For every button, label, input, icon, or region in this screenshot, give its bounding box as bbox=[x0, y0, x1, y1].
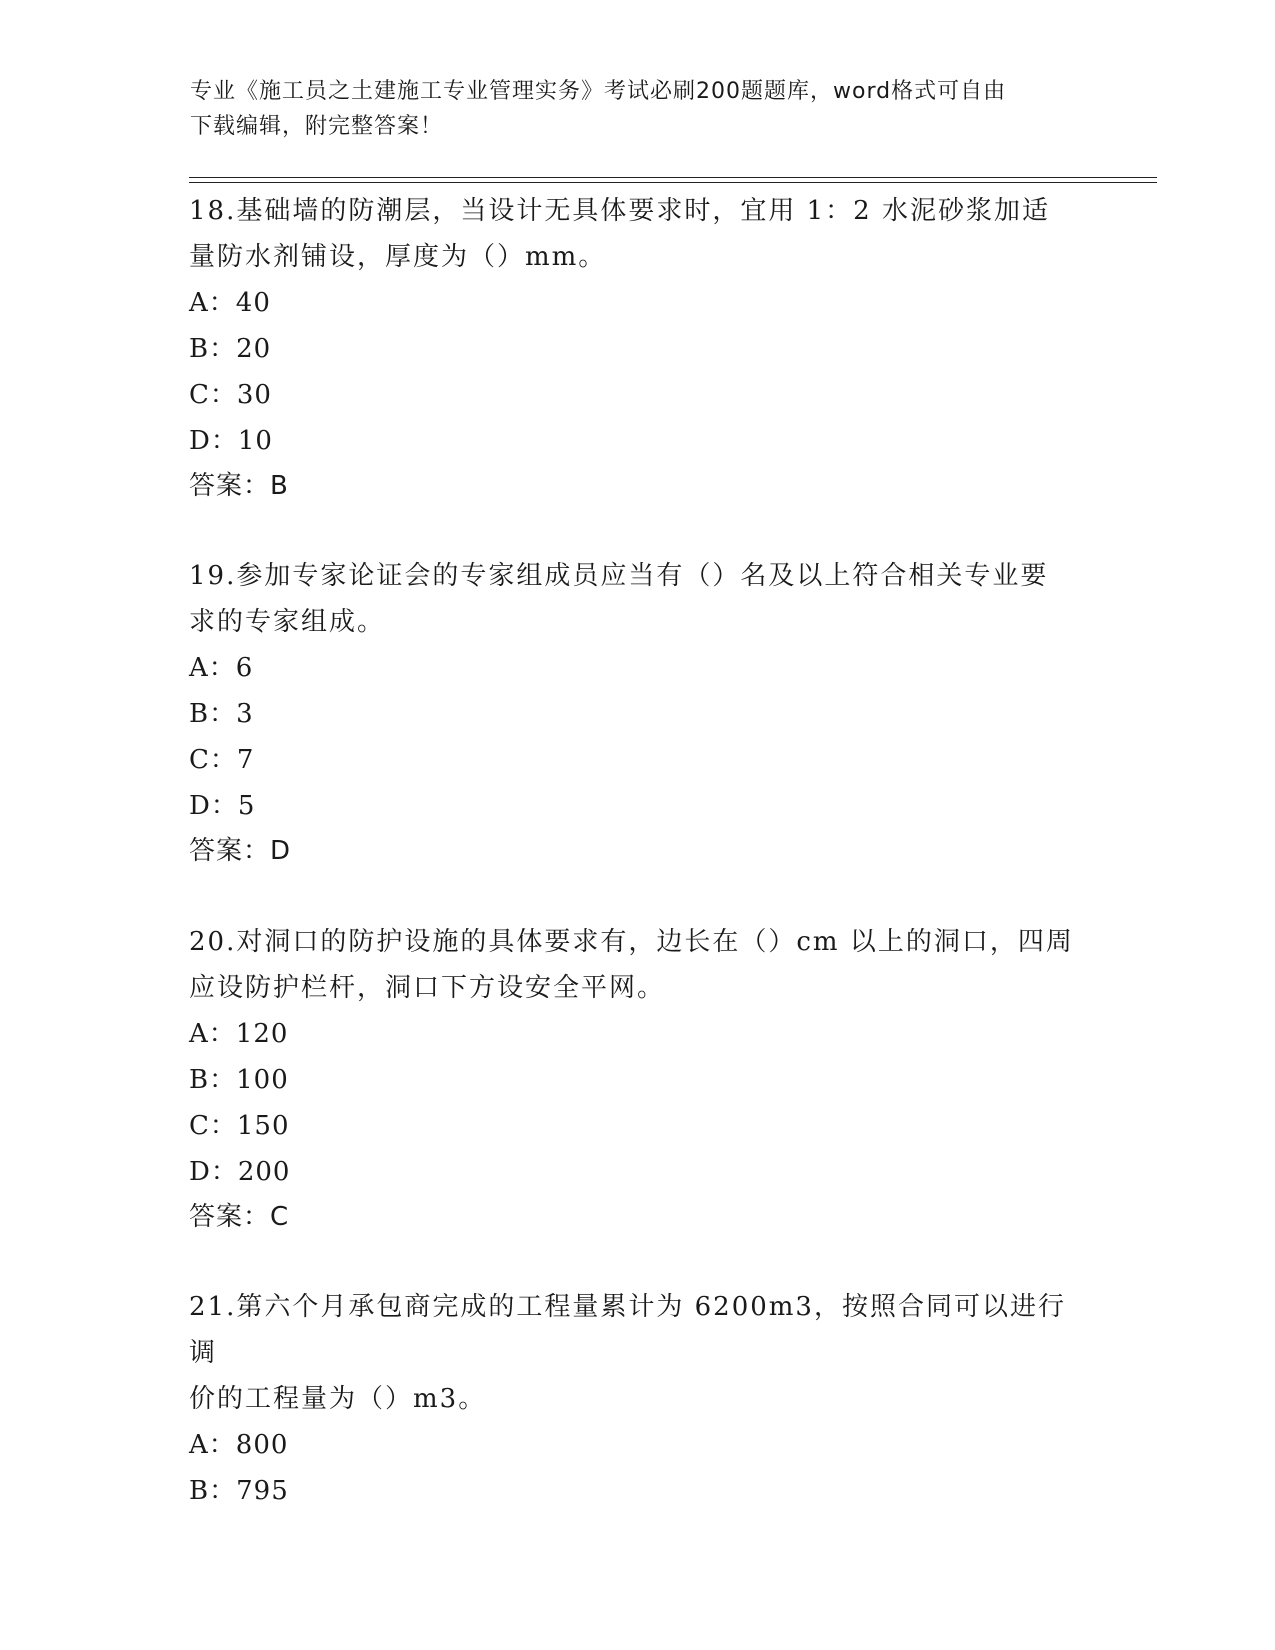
question-stem-line-2: 量防水剂铺设，厚度为（）mm。 bbox=[189, 242, 607, 272]
option-c: C：7 bbox=[189, 745, 255, 775]
option-a: A：40 bbox=[189, 288, 271, 318]
question-stem-line-1: 21.第六个月承包商完成的工程量累计为 6200m3，按照合同可以进行调 bbox=[189, 1292, 1066, 1368]
question-stem-line-1: 19.参加专家论证会的专家组成员应当有（）名及以上符合相关专业要 bbox=[189, 561, 1049, 591]
question-stem-line-2: 价的工程量为（）m3。 bbox=[189, 1384, 487, 1414]
header-divider-bottom bbox=[189, 182, 1157, 183]
option-a: A：800 bbox=[189, 1430, 289, 1460]
answer-line: 答案：D bbox=[189, 836, 292, 866]
question-stem-line-1: 18.基础墙的防潮层，当设计无具体要求时，宜用 1：2 水泥砂浆加适 bbox=[189, 196, 1050, 226]
answer-line: 答案：C bbox=[189, 1202, 290, 1232]
answer-line: 答案：B bbox=[189, 471, 289, 501]
question-stem-line-2: 求的专家组成。 bbox=[189, 607, 386, 637]
question-stem-line-2: 应设防护栏杆，洞口下方设安全平网。 bbox=[189, 973, 666, 1003]
option-d: D：5 bbox=[189, 791, 256, 821]
question-18 bbox=[189, 188, 1089, 508]
option-d: D：200 bbox=[189, 1157, 291, 1187]
option-b: B：3 bbox=[189, 699, 254, 729]
option-b: B：795 bbox=[189, 1476, 289, 1506]
document-header bbox=[190, 74, 1090, 144]
option-d: D：10 bbox=[189, 426, 273, 456]
option-b: B：20 bbox=[189, 334, 272, 364]
question-21 bbox=[189, 1284, 1089, 1514]
header-line-1: 专业《施工员之土建施工专业管理实务》考试必刷200题题库，word格式可自由 bbox=[190, 79, 1007, 104]
header-divider-top bbox=[189, 177, 1157, 178]
option-b: B：100 bbox=[189, 1065, 289, 1095]
question-stem-line-1: 20.对洞口的防护设施的具体要求有，边长在（）cm 以上的洞口，四周 bbox=[189, 927, 1074, 957]
option-c: C：30 bbox=[189, 380, 272, 410]
header-line-2: 下载编辑，附完整答案！ bbox=[190, 114, 444, 139]
option-a: A：6 bbox=[189, 653, 254, 683]
option-c: C：150 bbox=[189, 1111, 290, 1141]
option-a: A：120 bbox=[189, 1019, 289, 1049]
question-19 bbox=[189, 553, 1089, 873]
question-20 bbox=[189, 919, 1089, 1239]
